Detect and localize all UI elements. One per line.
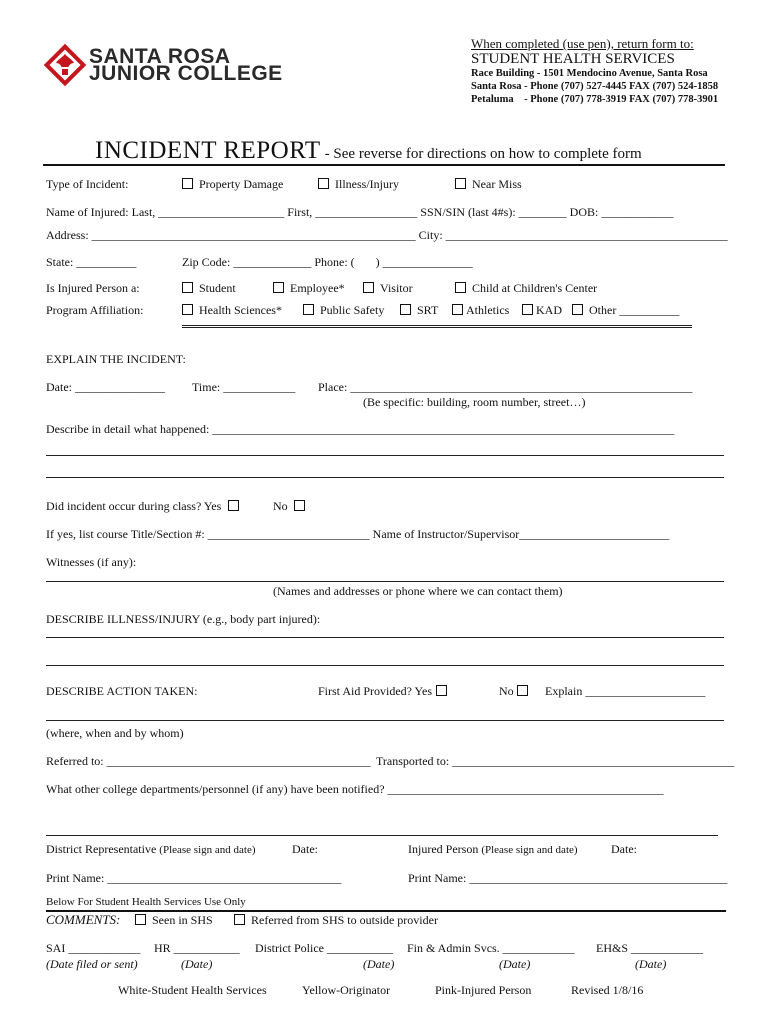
district-print-name[interactable]: Print Name: _______________________________________ bbox=[46, 871, 342, 885]
police-date-label: (Date) bbox=[363, 957, 395, 971]
shs-divider bbox=[46, 910, 726, 912]
incident-date-field[interactable]: Date: _______________ bbox=[46, 380, 165, 394]
referred-field[interactable]: Referred to: ____________________________________________ bbox=[46, 754, 371, 768]
signature-line[interactable] bbox=[46, 835, 718, 836]
fin-date-label: (Date) bbox=[499, 957, 531, 971]
program-athletics[interactable]: Athletics bbox=[452, 303, 509, 317]
incident-place-field[interactable]: Place: _________________________________________________________ bbox=[318, 380, 693, 394]
checkbox-health-sciences[interactable] bbox=[182, 304, 193, 315]
hr-date-label: (Date) bbox=[181, 957, 213, 971]
notified-field[interactable]: What other college departments/personnel (if any) have been notified? ______________________________________________ bbox=[46, 782, 664, 796]
witnesses-label: Witnesses (if any): bbox=[46, 555, 137, 569]
department-name: STUDENT HEALTH SERVICES bbox=[471, 51, 675, 67]
describe-field[interactable]: Describe in detail what happened: _____________________________________________________________________________ bbox=[46, 422, 675, 436]
checkbox-student[interactable] bbox=[182, 282, 193, 293]
return-instruction: When completed (use pen), return form to: bbox=[471, 36, 694, 51]
name-of-injured-field[interactable]: Name of Injured: Last, _____________________ First, _________________ SSN/SIN (last 4#s): ________ DOB: ____________ bbox=[46, 205, 674, 219]
title-sub: - See reverse for directions on how to complete form bbox=[324, 146, 642, 162]
witnesses-note: (Names and addresses or phone where we can contact them) bbox=[273, 584, 563, 598]
checkbox-visitor[interactable] bbox=[363, 282, 374, 293]
district-date: Date: bbox=[292, 842, 318, 856]
program-other[interactable]: Other __________ bbox=[572, 303, 679, 317]
date-filed-label: (Date filed or sent) bbox=[46, 957, 138, 971]
section-divider-1 bbox=[182, 325, 692, 328]
witnesses-line[interactable] bbox=[46, 581, 724, 582]
program-health-sciences[interactable]: Health Sciences* bbox=[182, 303, 282, 317]
district-signature: District Representative (Please sign and date) bbox=[46, 842, 256, 856]
seen-in-shs[interactable]: Seen in SHS bbox=[135, 913, 213, 927]
checkbox-srt[interactable] bbox=[400, 304, 411, 315]
checkbox-class-no[interactable] bbox=[294, 500, 305, 511]
course-instructor-field[interactable]: If yes, list course Title/Section #: ___________________________ Name of Instructor/Supervisor_________________________ bbox=[46, 527, 670, 541]
program-public-safety[interactable]: Public Safety bbox=[303, 303, 384, 317]
checkbox-athletics[interactable] bbox=[452, 304, 463, 315]
ehs-date-label: (Date) bbox=[635, 957, 667, 971]
ehs-field[interactable]: EH&S ____________ bbox=[596, 941, 704, 955]
illness-heading: DESCRIBE ILLNESS/INJURY (e.g., body part injured): bbox=[46, 612, 321, 626]
district-police-field[interactable]: District Police ___________ bbox=[255, 941, 393, 955]
describe-line-3[interactable] bbox=[46, 477, 724, 478]
action-heading: DESCRIBE ACTION TAKEN: bbox=[46, 684, 198, 698]
hr-field[interactable]: HR ___________ bbox=[154, 941, 240, 955]
illness-line-2[interactable] bbox=[46, 665, 724, 666]
action-line[interactable] bbox=[46, 720, 724, 721]
person-label: Is Injured Person a: bbox=[46, 281, 140, 295]
comments-label: COMMENTS: bbox=[46, 912, 121, 927]
zip-phone-field[interactable]: Zip Code: _____________ Phone: ( ) _______________ bbox=[182, 255, 473, 269]
checkbox-illness-injury[interactable] bbox=[318, 178, 329, 189]
address-line-2: Santa Rosa - Phone (707) 527-4445 FAX (707) 524-1858 bbox=[471, 81, 719, 92]
revised-date: Revised 1/8/16 bbox=[571, 983, 644, 997]
referred-from-shs[interactable]: Referred from SHS to outside provider bbox=[234, 913, 438, 927]
person-visitor[interactable]: Visitor bbox=[363, 281, 413, 295]
checkbox-employee[interactable] bbox=[273, 282, 284, 293]
state-field[interactable]: State: __________ bbox=[46, 255, 137, 269]
incident-time-field[interactable]: Time: ____________ bbox=[192, 380, 296, 394]
checkbox-seen-in-shs[interactable] bbox=[135, 914, 146, 925]
checkbox-property-damage[interactable] bbox=[182, 178, 193, 189]
illness-line-1[interactable] bbox=[46, 637, 724, 638]
type-label: Type of Incident: bbox=[46, 177, 129, 191]
checkbox-other[interactable] bbox=[572, 304, 583, 315]
where-note: (where, when and by whom) bbox=[46, 726, 184, 740]
place-note: (Be specific: building, room number, street…) bbox=[363, 395, 586, 409]
checkbox-kad[interactable] bbox=[522, 304, 533, 315]
type-property-damage[interactable]: Property Damage bbox=[182, 177, 283, 191]
injured-date: Date: bbox=[611, 842, 637, 856]
title-divider bbox=[43, 164, 725, 166]
type-illness-injury[interactable]: Illness/Injury bbox=[318, 177, 399, 191]
address-line-3: Petaluma - Phone (707) 778-3919 FAX (707) 778-3901 bbox=[471, 94, 719, 105]
logo-line-1: SANTA ROSA bbox=[89, 45, 231, 68]
shs-use-only: Below For Student Health Services Use Only bbox=[46, 896, 246, 908]
class-no[interactable]: No bbox=[273, 499, 311, 513]
person-child[interactable]: Child at Children's Center bbox=[455, 281, 597, 295]
program-label: Program Affiliation: bbox=[46, 303, 144, 317]
checkbox-child[interactable] bbox=[455, 282, 466, 293]
checkbox-class-yes[interactable] bbox=[228, 500, 239, 511]
explain-field[interactable]: Explain ____________________ bbox=[545, 684, 706, 698]
program-srt[interactable]: SRT bbox=[400, 303, 438, 317]
form-title bbox=[95, 137, 642, 165]
type-near-miss[interactable]: Near Miss bbox=[455, 177, 522, 191]
person-student[interactable]: Student bbox=[182, 281, 236, 295]
checkbox-first-aid-yes[interactable] bbox=[436, 685, 447, 696]
sai-field[interactable]: SAI ____________ bbox=[46, 941, 141, 955]
program-kad[interactable]: KAD bbox=[522, 303, 562, 317]
first-aid-no[interactable]: No bbox=[499, 684, 534, 698]
describe-line-2[interactable] bbox=[46, 455, 724, 456]
checkbox-referred-from-shs[interactable] bbox=[234, 914, 245, 925]
copy-pink: Pink-Injured Person bbox=[435, 983, 532, 997]
college-logo bbox=[44, 44, 86, 91]
address-line-1: Race Building - 1501 Mendocino Avenue, Santa Rosa bbox=[471, 68, 708, 79]
address-city-field[interactable]: Address: ______________________________________________________ City: _______________________________________________ bbox=[46, 228, 728, 242]
title-main: INCIDENT REPORT bbox=[95, 137, 321, 164]
first-aid-question: First Aid Provided? Yes bbox=[318, 684, 453, 698]
fin-admin-field[interactable]: Fin & Admin Svcs. ____________ bbox=[407, 941, 575, 955]
college-seal-icon bbox=[44, 44, 86, 86]
transported-field[interactable]: Transported to: _______________________________________________ bbox=[376, 754, 735, 768]
logo-line-2: JUNIOR COLLEGE bbox=[89, 62, 283, 85]
checkbox-first-aid-no[interactable] bbox=[517, 685, 528, 696]
checkbox-near-miss[interactable] bbox=[455, 178, 466, 189]
checkbox-public-safety[interactable] bbox=[303, 304, 314, 315]
explain-heading: EXPLAIN THE INCIDENT: bbox=[46, 352, 186, 366]
copy-white: White-Student Health Services bbox=[118, 983, 267, 997]
class-question: Did incident occur during class? Yes bbox=[46, 499, 245, 513]
person-employee[interactable]: Employee* bbox=[273, 281, 345, 295]
injured-print-name[interactable]: Print Name: ___________________________________________ bbox=[408, 871, 728, 885]
copy-yellow: Yellow-Originator bbox=[302, 983, 391, 997]
injured-signature: Injured Person (Please sign and date) bbox=[408, 842, 578, 856]
